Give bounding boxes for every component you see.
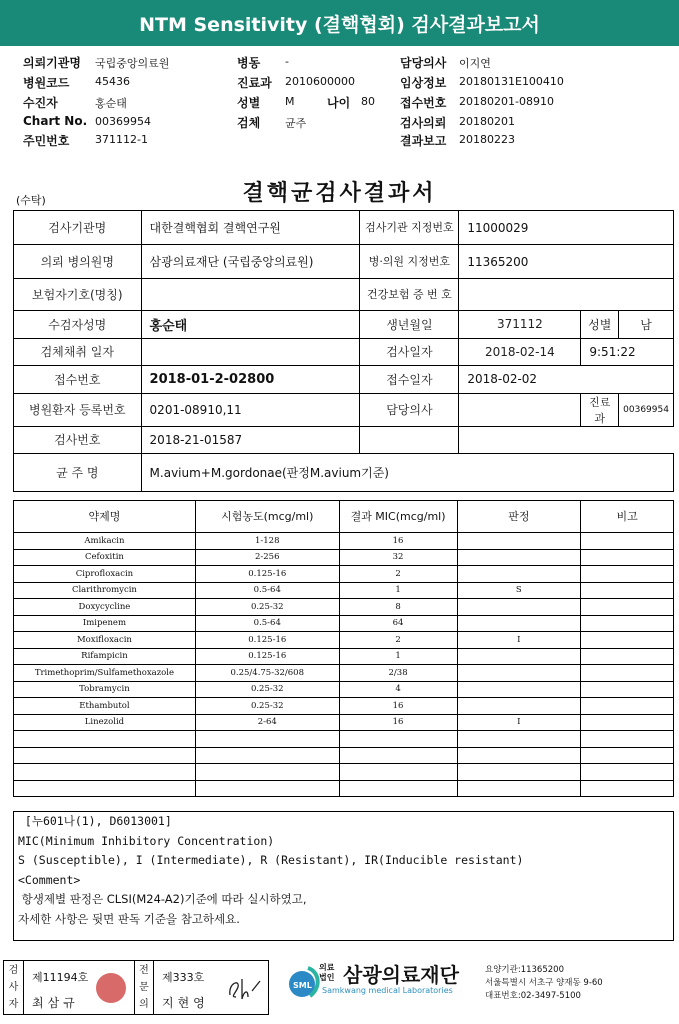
test-date-value: 2018-02-14 (459, 338, 581, 366)
mic-range (195, 764, 339, 781)
notes-code: [누601나(1), D6013001] (18, 814, 172, 828)
mic-remarks (581, 549, 674, 566)
specialist-license: 제333호 (162, 971, 205, 984)
label-receipt-no: 접수번호 (400, 96, 447, 110)
org-name: 삼광의료재단 (343, 963, 459, 987)
label-result-report: 결과보고 (400, 134, 447, 148)
tester-label: 검사자 (4, 961, 24, 1014)
mic-interpretation (457, 615, 581, 632)
mic-result (339, 764, 457, 781)
mic-row (14, 566, 674, 583)
notes-legend: S (Susceptible), I (Intermediate), R (Resistant), IR(Inducible resistant) (18, 853, 524, 867)
tester-seal-icon (96, 973, 126, 1003)
mic-remarks (581, 533, 674, 550)
tester-license: 제11194호 (32, 971, 89, 984)
report-title: NTM Sensitivity (결핵협회) 검사결과보고서 (139, 13, 540, 36)
req-hosp-label: 의뢰 병의원명 (14, 245, 142, 279)
mic-result: 1 (339, 648, 457, 665)
mic-row (14, 747, 674, 764)
mic-row (14, 615, 674, 632)
label-patient: 수진자 (23, 96, 58, 110)
test-no-blank (459, 426, 674, 454)
test-no-empty (360, 426, 459, 454)
mic-range (195, 780, 339, 797)
mic-drug: Tobramycin (14, 681, 196, 698)
notes-comment-heading: <Comment> (18, 872, 81, 887)
mic-table (13, 500, 674, 797)
mic-header-result: 결과 MIC(mcg/ml) (339, 501, 457, 533)
mic-drug: Clarithromycin (14, 582, 196, 599)
mic-remarks (581, 599, 674, 616)
sheet-title: 결핵균검사결과서 (242, 180, 437, 206)
lab-name-value: 대한결핵협회 결핵연구원 (141, 211, 360, 245)
mic-drug (14, 731, 196, 748)
mic-row (14, 764, 674, 781)
mic-drug: Rifampicin (14, 648, 196, 665)
value-test-request: 20180201 (459, 115, 515, 128)
mic-remarks (581, 632, 674, 649)
mic-interpretation: S (457, 582, 581, 599)
checkup-value (459, 279, 674, 311)
mic-interpretation (457, 681, 581, 698)
mic-remarks (581, 566, 674, 583)
specialist-label: 전문의 (134, 961, 154, 1014)
dept-label: 진료과 (581, 393, 619, 426)
accession-value: 2018-01-2-02800 (141, 366, 360, 394)
mic-remarks (581, 764, 674, 781)
mic-row (14, 648, 674, 665)
mic-range (195, 747, 339, 764)
doctor-label: 담당의사 (360, 393, 459, 426)
mic-remarks (581, 698, 674, 715)
notes-mic-def: MIC(Minimum Inhibitory Concentration) (18, 833, 275, 848)
mic-result: 2/38 (339, 665, 457, 682)
dob-label: 생년월일 (360, 311, 459, 339)
value-hospital-code: 45436 (95, 75, 130, 88)
form-row (14, 454, 674, 492)
mic-range: 0.5-64 (195, 615, 339, 632)
test-no-value: 2018-21-01587 (141, 426, 360, 454)
mic-interpretation (457, 764, 581, 781)
value-specimen: 균주 (285, 117, 307, 130)
label-chart-no: Chart No. (23, 114, 88, 128)
mic-result (339, 747, 457, 764)
mic-header-interpretation: 판정 (457, 501, 581, 533)
organism-label: 균 주 명 (14, 454, 142, 492)
value-patient: 홍순태 (95, 97, 127, 110)
mic-drug: Trimethoprim/Sulfamethoxazole (14, 665, 196, 682)
mic-range: 0.25-32 (195, 698, 339, 715)
org-phone: 대표번호:02-3497-5100 (485, 991, 581, 1001)
value-department: 2010600000 (285, 75, 355, 88)
org-address: 서울특별시 서초구 양재동 9-60 (485, 978, 603, 988)
mic-interpretation (457, 599, 581, 616)
mic-remarks (581, 731, 674, 748)
mic-result: 8 (339, 599, 457, 616)
mic-range (195, 731, 339, 748)
mic-row (14, 549, 674, 566)
checkup-label: 건강보험 증 번 호 (360, 279, 459, 311)
mic-result: 64 (339, 615, 457, 632)
mic-remarks (581, 582, 674, 599)
mic-row (14, 632, 674, 649)
org-corp-label: 의료 법인 (319, 963, 335, 982)
mic-header-drug: 약제명 (14, 501, 196, 533)
footer (0, 956, 679, 1024)
mic-remarks (581, 714, 674, 731)
form-row (14, 211, 674, 245)
mic-row (14, 665, 674, 682)
collect-date-value (141, 338, 360, 366)
org-english-name: Samkwang medical Laboratories (322, 986, 453, 995)
form-row (14, 366, 674, 394)
form-row (14, 338, 674, 366)
mic-remarks (581, 615, 674, 632)
label-resident-no: 주민번호 (23, 134, 70, 148)
mic-range: 0.25-32 (195, 681, 339, 698)
label-hospital-code: 병원코드 (23, 76, 70, 90)
mic-interpretation (457, 549, 581, 566)
mic-result (339, 731, 457, 748)
mic-drug: Linezolid (14, 714, 196, 731)
value-ward: - (285, 55, 289, 68)
mic-range: 0.5-64 (195, 582, 339, 599)
label-attending-doctor: 담당의사 (400, 56, 447, 70)
label-sex: 성별 (237, 96, 261, 110)
mic-drug: Amikacin (14, 533, 196, 550)
dob-value: 371112 (459, 311, 581, 339)
mic-row (14, 681, 674, 698)
mic-remarks (581, 780, 674, 797)
mic-interpretation (457, 665, 581, 682)
value-age: 80 (361, 95, 375, 108)
value-result-report: 20180223 (459, 133, 515, 146)
mic-row (14, 698, 674, 715)
lab-no-label: 검사기관 지정번호 (360, 211, 459, 245)
mic-result: 2 (339, 632, 457, 649)
mic-range: 0.125-16 (195, 632, 339, 649)
mic-range: 0.125-16 (195, 648, 339, 665)
value-clinical-info: 20180131E100410 (459, 75, 564, 88)
mic-drug: Ethambutol (14, 698, 196, 715)
patient-info (0, 52, 679, 152)
mic-result: 4 (339, 681, 457, 698)
signature-icon (226, 973, 262, 1003)
mic-interpretation (457, 780, 581, 797)
reg-no-label: 병원환자 등록번호 (14, 393, 142, 426)
mic-drug: Doxycycline (14, 599, 196, 616)
form-row (14, 245, 674, 279)
mic-body (14, 533, 674, 797)
mic-row (14, 714, 674, 731)
test-time-value: 9:51:22 (581, 338, 674, 366)
accession-label: 접수번호 (14, 366, 142, 394)
signature-box (3, 960, 269, 1015)
mic-header-range: 시험농도(mcg/ml) (195, 501, 339, 533)
specialist-name: 지현영 (162, 996, 209, 1010)
mic-range: 2-256 (195, 549, 339, 566)
mic-range: 0.25-32 (195, 599, 339, 616)
report-banner (0, 0, 679, 46)
label-test-request: 검사의뢰 (400, 116, 447, 130)
value-attending-doctor: 이지연 (459, 57, 491, 70)
form-row (14, 279, 674, 311)
mic-row (14, 731, 674, 748)
doctor-value (459, 393, 581, 426)
mic-row (14, 533, 674, 550)
mic-drug: Moxifloxacin (14, 632, 196, 649)
organism-value: M.avium+M.gordonae(판정M.avium기준) (141, 454, 673, 492)
label-requesting-org: 의뢰기관명 (23, 56, 81, 70)
mic-range: 1-128 (195, 533, 339, 550)
collect-date-label: 검체채취 일자 (14, 338, 142, 366)
value-sex: M (285, 95, 295, 108)
label-age: 나이 (327, 96, 351, 110)
svg-text:SML: SML (293, 981, 312, 990)
mic-result: 16 (339, 533, 457, 550)
mic-drug: Imipenem (14, 615, 196, 632)
mic-remarks (581, 648, 674, 665)
mic-drug (14, 764, 196, 781)
mic-interpretation (457, 747, 581, 764)
receipt-date-label: 접수일자 (360, 366, 459, 394)
mic-row (14, 582, 674, 599)
mic-range: 2-64 (195, 714, 339, 731)
consignment-mark: (수탁) (16, 194, 46, 207)
form-row (14, 311, 674, 339)
label-ward: 병동 (237, 56, 261, 70)
sml-logo-icon (288, 964, 322, 1000)
mic-interpretation (457, 731, 581, 748)
result-form-table (13, 210, 674, 492)
notes-box (13, 811, 674, 941)
test-date-label: 검사일자 (360, 338, 459, 366)
mic-interpretation (457, 533, 581, 550)
value-requesting-org: 국립중앙의료원 (95, 57, 170, 70)
mic-range: 0.125-16 (195, 566, 339, 583)
mic-result: 32 (339, 549, 457, 566)
tester-name: 최삼규 (32, 996, 79, 1010)
lab-name-label: 검사기관명 (14, 211, 142, 245)
mic-header-remarks: 비고 (581, 501, 674, 533)
req-hosp-value: 삼광의료재단 (국립중앙의료원) (141, 245, 360, 279)
mic-drug: Cefoxitin (14, 549, 196, 566)
mic-header-row (14, 501, 674, 533)
mic-row (14, 780, 674, 797)
receipt-date-value: 2018-02-02 (459, 366, 674, 394)
mic-row (14, 599, 674, 616)
label-specimen: 검체 (237, 116, 261, 130)
dept-value: 00369954 (619, 393, 674, 426)
label-department: 진료과 (237, 76, 272, 90)
insurer-label: 보험자기호(명칭) (14, 279, 142, 311)
mic-interpretation: I (457, 714, 581, 731)
mic-drug: Ciprofloxacin (14, 566, 196, 583)
mic-remarks (581, 681, 674, 698)
mic-drug (14, 780, 196, 797)
sex-value: 남 (619, 311, 674, 339)
mic-interpretation: I (457, 632, 581, 649)
value-chart-no: 00369954 (95, 115, 151, 128)
reg-no-value: 0201-08910,11 (141, 393, 360, 426)
value-receipt-no: 20180201-08910 (459, 95, 554, 108)
mic-interpretation (457, 648, 581, 665)
mic-range: 0.25/4.75-32/608 (195, 665, 339, 682)
label-clinical-info: 임상정보 (400, 76, 447, 90)
mic-interpretation (457, 566, 581, 583)
org-code: 요양기관:11365200 (485, 965, 564, 975)
mic-remarks (581, 665, 674, 682)
mic-result (339, 780, 457, 797)
test-no-label: 검사번호 (14, 426, 142, 454)
mic-interpretation (457, 698, 581, 715)
mic-result: 1 (339, 582, 457, 599)
mic-result: 16 (339, 698, 457, 715)
patient-name-value: 홍순태 (141, 311, 360, 339)
req-no-value: 11365200 (459, 245, 674, 279)
org-contact (485, 964, 603, 1003)
mic-result: 2 (339, 566, 457, 583)
req-no-label: 병·의원 지정번호 (360, 245, 459, 279)
mic-result: 16 (339, 714, 457, 731)
sex-label: 성별 (581, 311, 619, 339)
patient-name-label: 수검자성명 (14, 311, 142, 339)
notes-comment-line1: 항생제별 판정은 CLSI(M24-A2)기준에 따라 실시하였고, (18, 892, 307, 906)
form-row (14, 393, 674, 426)
mic-remarks (581, 747, 674, 764)
value-resident-no: 371112-1 (95, 133, 148, 146)
form-row (14, 426, 674, 454)
notes-comment-line2: 자세한 사항은 뒷면 판독 기준을 참고하세요. (18, 911, 240, 926)
mic-drug (14, 747, 196, 764)
lab-no-value: 11000029 (459, 211, 674, 245)
insurer-value (141, 279, 360, 311)
